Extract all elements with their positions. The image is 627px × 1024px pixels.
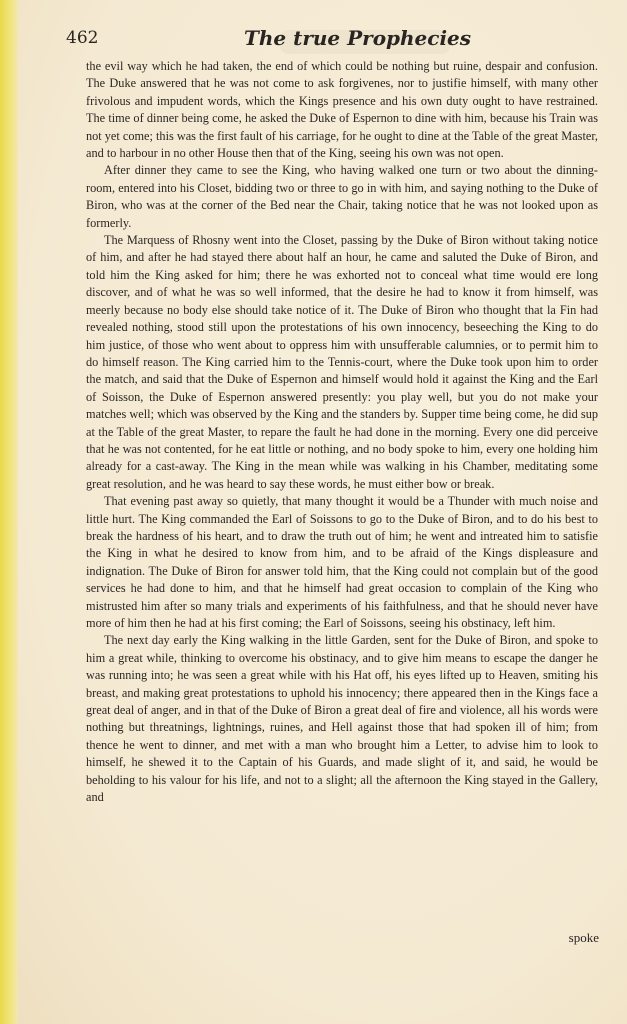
catchword: spoke (568, 930, 599, 945)
page-header (66, 28, 596, 54)
paragraph: That evening past away so quietly, that many thought it would be a Thunder with much noise and little hurt. The King commanded the Earl of Soissons to go to the Duke of Biron, and to do his best to break the hardness of his heart, and to draw the truth out of him; he went and intreated him to satisfie the King in what he desired to know from him, and to be afraid of the Kings displeasure and indignation. The Duke of Biron for answer told him, that the King could not complain but of the good services he had done to him, and that he himself had great occasion to complain of the King who mistrusted him after so many trials and experiments of his faithfulness, and that he should never have more of him then he had at his first coming; the Earl of Soissons, seeing his obstinacy, left him. (86, 494, 598, 630)
paragraph: The Marquess of Rhosny went into the Closet, passing by the Duke of Biron without taking notice of him, and after he had stayed there about half an hour, he came and saluted the Duke of Biron, and told him the King asked for him; there he was exhorted not to conceal what time would ere long discover, and of what he was so well informed, that the desire he had to know it from himself, was meerly because no body else should take notice of it. The Duke of Biron who thought that la Fin had revealed nothing, stood still upon the protestations of his own innocency, beseeching the King to do him justice, of those who went about to oppress him with unsufferable calumnies, or to permit him to do himself reason. The King carried him to the Tennis-court, where the Duke took upon him to order the match, and said that the Duke of Espernon and himself would hold it against the King and the Earl of Soisson, the Duke of Espernon answered presently: you play well, but you do not make your matches well; which was observed by the King and the standers by. Supper time being come, he did sup at the Table of the great Master, to repare the fault he had done in the morning. Every one did perceive that he was not contented, for he eat little or nothing, and no body spoke to him, every one holding him already for a cast-away. The King in the mean while was walking in his Chamber, meditating some great resolution, and he was heard to say these words, he must either bow or break. (86, 233, 598, 491)
paragraph: After dinner they came to see the King, who having walked one turn or two about the dinning-room, entered into his Closet, bidding two or three to go in with him, and saying nothing to the Duke of Biron, who was at the corner of the Bed near the Chair, taking notice that he was not looked upon as formerly. (86, 163, 598, 230)
page-gutter (0, 0, 18, 1024)
paragraph: The next day early the King walking in the little Garden, sent for the Duke of Biron, and spoke to him a great while, thinking to overcome his obstinacy, and to give him means to escape the danger he was running into; he was seen a great while with his Hat off, his eyes lifted up to Heaven, smiting his breast, and making great protestations to uphold his innocency; there appeared then in the Kings face a great deal of anger, and in that of the Duke of Biron a great deal of fire and violence, all his words were nothing but threatnings, lightnings, ruines, and Hell against those that had spoken ill of him; from thence he went to dinner, and met with a man who brought him a Letter, to advise him to look to himself, he shewed it to the Captain of his Guards, and made slight of it, and said, he would be beholding to his valour for his life, and not to a slight; all the afternoon the King stayed in the Gallery, and (86, 633, 598, 805)
paragraph: the evil way which he had taken, the end of which could be nothing but ruine, despair and confusion. The Duke answered that he was not come to ask forgivenes, nor to justifie himself, with many other frivolous and impudent words, which the Kings presence and his own duty ought to have restrained. The time of dinner being come, he asked the Duke of Espernon to dine with him, because his Train was not yet come; this was the first fault of his carriage, for he ought to dine at the Table of the great Master, and to harbour in no other House then that of the King, seeing his own was not open. (86, 59, 598, 161)
running-title: The true Prophecies (244, 26, 472, 50)
body-text (86, 58, 598, 806)
page-number: 462 (66, 28, 99, 48)
